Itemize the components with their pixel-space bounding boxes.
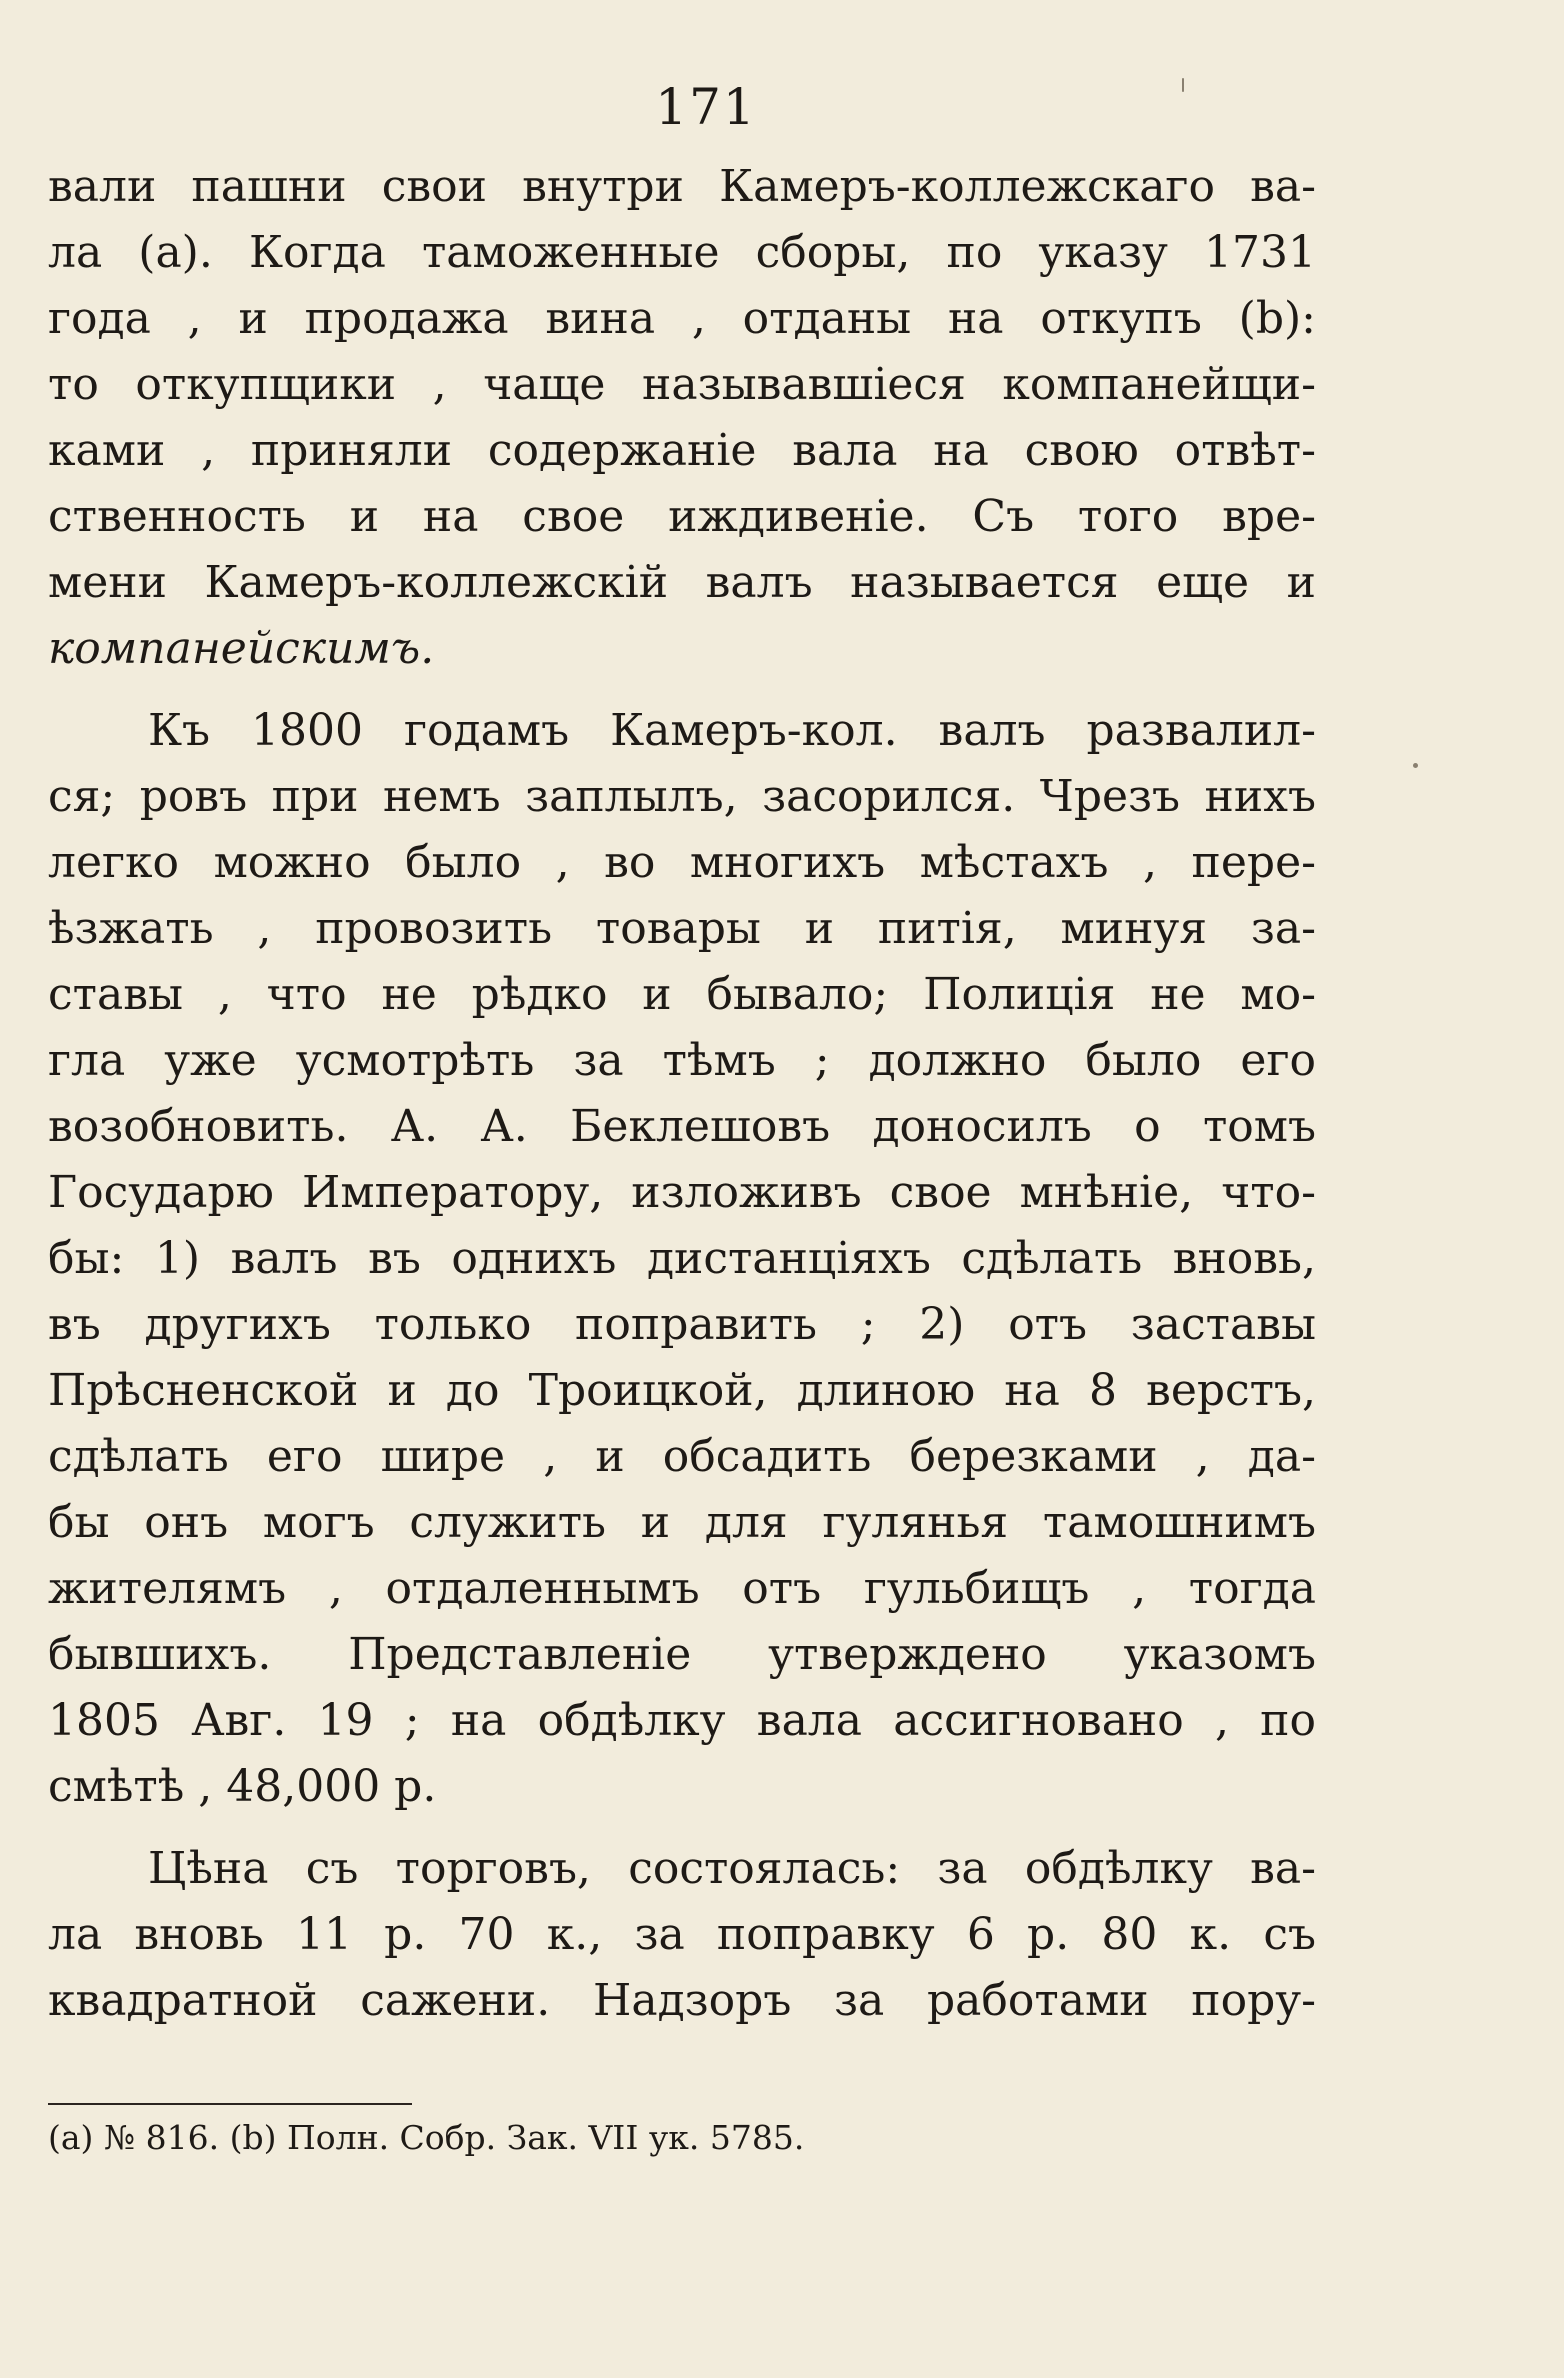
text-line: Прѣсненской и до Троицкой, длиною на 8 верстъ, (48, 1365, 1316, 1416)
text-line: гла уже усмотрѣть за тѣмъ ; должно было его (48, 1035, 1316, 1086)
text-line: ками , приняли содержаніе вала на свою отвѣт- (48, 425, 1316, 476)
text-line: возобновить. А. А. Беклешовъ доносилъ о томъ (48, 1101, 1316, 1152)
text-line: мени Камеръ-коллежскій валъ называется еще и (48, 557, 1316, 608)
text-line: бы: 1) валъ въ однихъ дистанціяхъ сдѣлать вновь, (48, 1233, 1316, 1284)
text-line: ла (а). Когда таможенные сборы, по указу 1731 (48, 227, 1316, 278)
text-line: ся; ровъ при немъ заплылъ, засорился. Чрезъ нихъ (48, 771, 1316, 822)
text-line: ѣзжать , провозить товары и питія, минуя за- (48, 903, 1316, 954)
text-line: вали пашни свои внутри Камеръ-коллежскаго ва- (48, 161, 1316, 212)
footnote: (а) № 816. (b) Полн. Собр. Зак. VII ук. 5785. (48, 2118, 805, 2157)
text-line: то откупщики , чаще называвшіеся компанейщи- (48, 359, 1316, 410)
text-line: ставы , что не рѣдко и бывало; Полиція не мо- (48, 969, 1316, 1020)
text-line: въ другихъ только поправить ; 2) отъ заставы (48, 1299, 1316, 1350)
text-line: ственность и на свое иждивеніе. Съ того вре- (48, 491, 1316, 542)
text-line: ла вновь 11 р. 70 к., за поправку 6 р. 80 к. съ (48, 1909, 1316, 1960)
text-line: жителямъ , отдаленнымъ отъ гульбищъ , тогда (48, 1563, 1316, 1614)
footnote-rule (48, 2103, 412, 2105)
text-line: компанейскимъ. (48, 623, 435, 674)
text-line: легко можно было , во многихъ мѣстахъ , пере- (48, 837, 1316, 888)
paper-speck (1182, 78, 1184, 92)
text-line: Государю Императору, изложивъ свое мнѣніе, чтo- (48, 1167, 1316, 1218)
page-number: 171 (655, 78, 757, 136)
text-line: Цѣна съ торговъ, состоялась: за обдѣлку ва- (148, 1843, 1316, 1894)
text-line: бы онъ могъ служить и для гулянья тамошнимъ (48, 1497, 1316, 1548)
text-line: Къ 1800 годамъ Камеръ-кол. валъ развалил- (148, 705, 1316, 756)
text-line: бывшихъ. Представленіе утверждено указомъ (48, 1629, 1316, 1680)
text-line: года , и продажа вина , отданы на откупъ (b): (48, 293, 1316, 344)
text-line: 1805 Авг. 19 ; на обдѣлку вала ассигновано , по (48, 1695, 1316, 1746)
body-text (48, 154, 1316, 2034)
text-line: смѣтѣ , 48,000 р. (48, 1761, 437, 1812)
text-line: квадратной сажени. Надзоръ за работами пору- (48, 1975, 1316, 2026)
paper-speck (1413, 763, 1418, 768)
text-line: сдѣлать его шире , и обсадить березками , да- (48, 1431, 1316, 1482)
